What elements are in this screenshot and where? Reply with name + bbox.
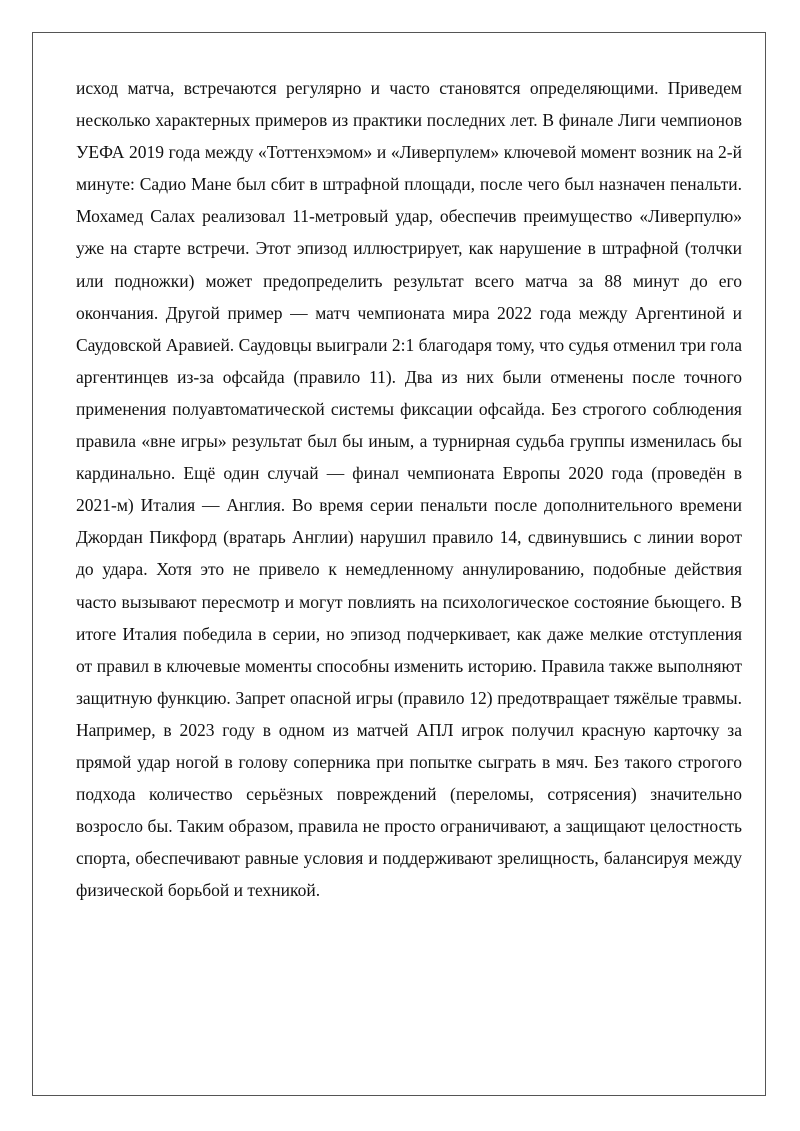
body-paragraph: исход матча, встречаются регулярно и часто становятся определяющими. Приведем несколько характерных примеров из практики последних лет. В финале Лиги чемпионов УЕФА 2019 года между «Тоттенхэмом» и «Ливерпулем» ключевой момент возник на 2-й минуте: Садио Мане был сбит в штрафной площади, после чего был назначен пенальти. Мохамед Салах реализовал 11-метровый удар, обеспечив преимущество «Ливерпулю» уже на старте встречи. Этот эпизод иллюстрирует, как нарушение в штрафной (толчки или подножки) может предопределить результат всего матча за 88 минут до его окончания. Другой пример — матч чемпионата мира 2022 года между Аргентиной и Саудовской Аравией. Саудовцы выиграли 2:1 благодаря тому, что судья отменил три гола аргентинцев из-за офсайда (правило 11). Два из них были отменены после точного применения полуавтоматической системы фиксации офсайда. Без строгого соблюдения правила «вне игры» результат был бы иным, а турнирная судьба группы изменилась бы кардинально. Ещё один случай — финал чемпионата Европы 2020 года (проведён в 2021-м) Италия — Англия. Во время серии пенальти после дополнительного времени Джордан Пикфорд (вратарь Англии) нарушил правило 14, сдвинувшись с линии ворот до удара. Хотя это не привело к немедленному аннулированию, подобные действия часто вызывают пересмотр и могут повлиять на психологическое состояние бьющего. В итоге Италия победила в серии, но эпизод подчеркивает, как даже мелкие отступления от правил в ключевые моменты способны изменить историю. Правила также выполняют защитную функцию. Запрет опасной игры (правило 12) предотвращает тяжёлые травмы. Например, в 2023 году в одном из матчей АПЛ игрок получил красную карточку за прямой удар ногой в голову соперника при попытке сыграть в мяч. Без такого строгого подхода количество серьёзных повреждений (переломы, сотрясения) значительно возросло бы. Таким образом, правила не просто ограничивают, а защищают целостность спорта, обеспечивают равные условия и поддерживают зрелищность, балансируя между физической борьбой и техникой.	[76, 78, 742, 901]
